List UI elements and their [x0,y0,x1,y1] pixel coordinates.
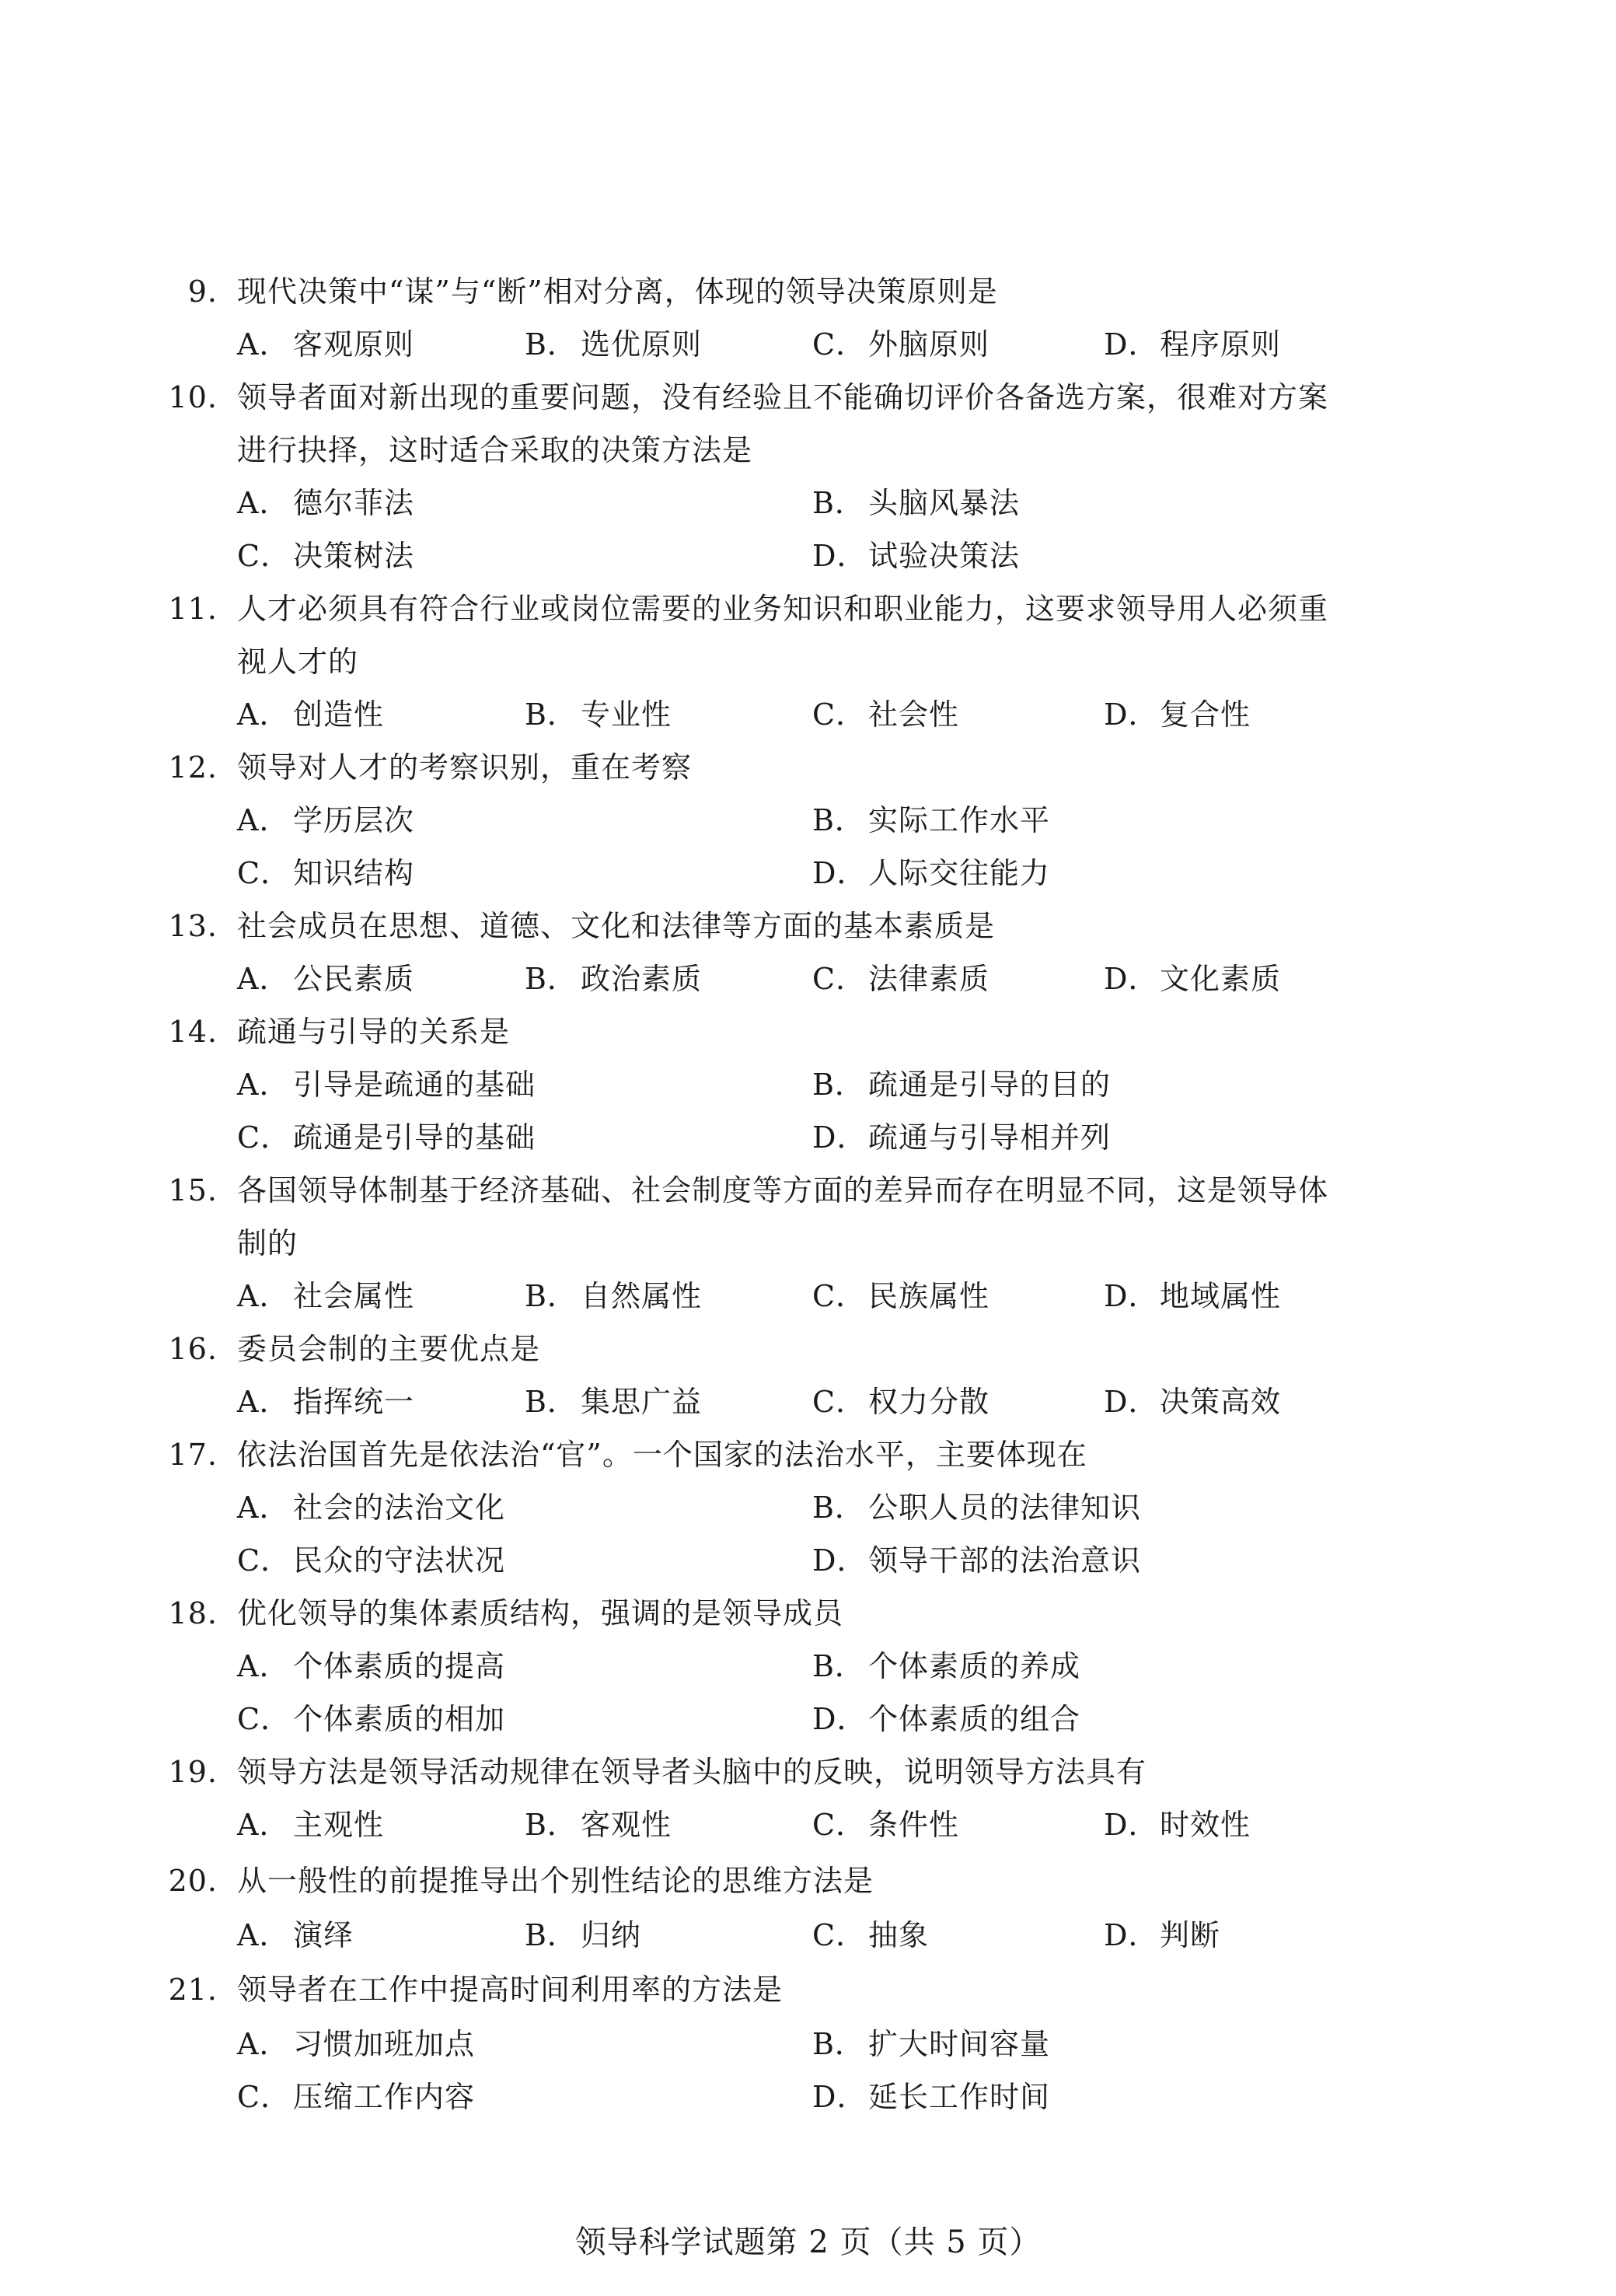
option-a: A． 创造性 [237,697,385,732]
question-number: 18. [168,1596,218,1630]
option-a: A． 客观原则 [237,327,415,362]
question-number: 11. [168,592,218,626]
option-c: C．知识结构 [237,856,415,890]
option-b: B． 选优原则 [525,327,703,362]
option-b: B． 个体素质的养成 [812,1649,1081,1683]
option-c: C．疏通是引导的基础 [237,1120,536,1155]
question-text: 制的 [237,1226,298,1260]
option-b: B． 归纳 [525,1918,642,1952]
question-number: 20. [168,1864,218,1898]
option-b: B． 头脑风暴法 [812,486,1021,520]
option-d: D．时效性 [1104,1808,1251,1842]
option-b: B． 集思广益 [525,1385,703,1419]
option-b: B． 疏通是引导的目的 [812,1068,1112,1102]
question-text: 人才必须具有符合行业或岗位需要的业务知识和职业能力，这要求领导用人必须重 [237,592,1329,626]
option-b: B． 专业性 [525,697,672,732]
option-d: D．地域属性 [1104,1279,1282,1313]
option-d: D．文化素质 [1104,962,1282,996]
option-b: B． 实际工作水平 [812,803,1051,837]
option-b: B． 政治素质 [525,962,703,996]
option-d: D．决策高效 [1104,1385,1282,1419]
option-d: D．判断 [1104,1918,1221,1952]
option-d: D．疏通与引导相并列 [812,1120,1112,1155]
question-number: 9. [187,274,218,309]
question-number: 16. [168,1332,218,1366]
option-c: C．民众的守法状况 [237,1543,506,1578]
question-text: 领导者在工作中提高时间利用率的方法是 [237,1973,784,2007]
question-text: 领导方法是领导活动规律在领导者头脑中的反映，说明领导方法具有 [237,1755,1147,1789]
option-d: D．程序原则 [1104,327,1282,362]
question-text: 从一般性的前提推导出个别性结论的思维方法是 [237,1864,874,1898]
question-number: 10. [168,380,218,414]
option-b: B． 扩大时间容量 [812,2027,1051,2061]
option-a: A． 个体素质的提高 [237,1649,506,1683]
option-a: A． 社会属性 [237,1279,415,1313]
question-text: 委员会制的主要优点是 [237,1332,541,1366]
option-d: D．复合性 [1104,697,1251,732]
option-c: C．决策树法 [237,539,415,573]
option-c: C．压缩工作内容 [237,2080,476,2114]
option-a: A． 演绎 [237,1918,354,1952]
option-c: C．权力分散 [812,1385,990,1419]
question-text: 视人才的 [237,645,359,679]
option-b: B． 客观性 [525,1808,672,1842]
question-text: 领导对人才的考察识别，重在考察 [237,750,693,785]
option-d: D．延长工作时间 [812,2080,1051,2114]
option-a: A． 公民素质 [237,962,415,996]
question-number: 19. [168,1755,218,1789]
option-c: C．社会性 [812,697,960,732]
option-a: A． 指挥统一 [237,1385,415,1419]
option-b: B． 公职人员的法律知识 [812,1490,1142,1525]
option-c: C．个体素质的相加 [237,1702,506,1736]
question-number: 13. [168,909,218,943]
question-text: 社会成员在思想、道德、文化和法律等方面的基本素质是 [237,909,996,943]
question-text: 领导者面对新出现的重要问题，没有经验且不能确切评价各备选方案，很难对方案 [237,380,1329,414]
page-footer: 领导科学试题第 2 页（共 5 页） [574,2224,1042,2260]
option-a: A． 引导是疏通的基础 [237,1068,536,1102]
option-c: C．抽象 [812,1918,930,1952]
question-text: 优化领导的集体素质结构，强调的是领导成员 [237,1596,844,1630]
option-c: C．条件性 [812,1808,960,1842]
option-b: B． 自然属性 [525,1279,703,1313]
option-a: A． 德尔菲法 [237,486,415,520]
question-text: 各国领导体制基于经济基础、社会制度等方面的差异而存在明显不同，这是领导体 [237,1173,1329,1207]
question-number: 21. [168,1973,218,2007]
option-c: C．外脑原则 [812,327,990,362]
question-text: 现代决策中“谋”与“断”相对分离，体现的领导决策原则是 [237,274,998,309]
option-d: D．领导干部的法治意识 [812,1543,1142,1578]
question-number: 14. [168,1015,218,1049]
question-text: 疏通与引导的关系是 [237,1015,511,1049]
option-d: D．试验决策法 [812,539,1021,573]
option-a: A． 学历层次 [237,803,415,837]
question-text: 进行抉择，这时适合采取的决策方法是 [237,433,753,467]
option-c: C．法律素质 [812,962,990,996]
option-d: D．人际交往能力 [812,856,1051,890]
option-c: C．民族属性 [812,1279,990,1313]
question-number: 17. [168,1438,218,1472]
question-number: 15. [168,1173,218,1207]
option-a: A． 主观性 [237,1808,385,1842]
option-a: A． 社会的法治文化 [237,1490,506,1525]
option-d: D．个体素质的组合 [812,1702,1081,1736]
question-text: 依法治国首先是依法治“官”。一个国家的法治水平，主要体现在 [237,1438,1087,1472]
question-number: 12. [168,750,218,785]
option-a: A． 习惯加班加点 [237,2027,476,2061]
